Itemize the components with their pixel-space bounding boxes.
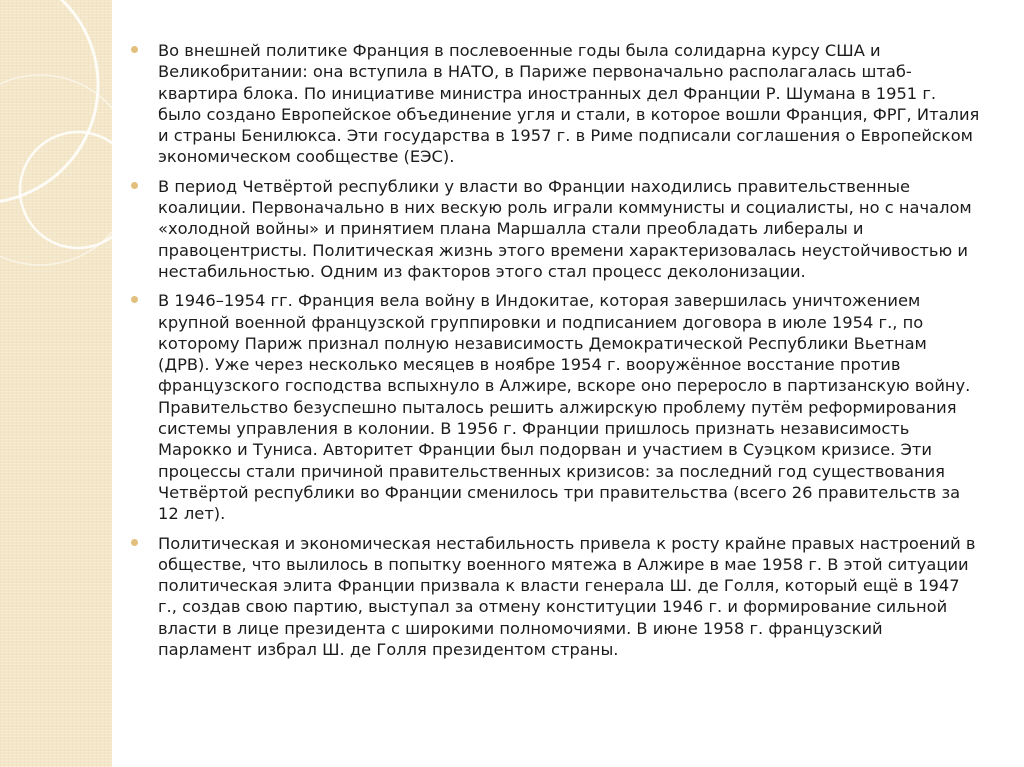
bullet-text: В 1946–1954 гг. Франция вела войну в Индокитае, которая завершилась уничтожением крупной военной французской группировки и подписанием договора в июле 1954 г., по которому Париж признал полную независимость Демократической Республики Вьетнам (ДРВ). Уже через несколько месяцев в ноябре 1954 г. вооружённое восстание против французского господства вспыхнуло в Алжире, вскоре оно переросло в партизанскую войну. Правительство безуспешно пыталось решить алжирскую проблему путём реформирования системы управления в колонии. В 1956 г. Франции пришлось признать независимость Марокко и Туниса. Авторитет Франции был подорван и участием в Суэцком кризисе. Эти процессы стали причиной правительственных кризисов: за последний год существования Четвёртой республики во Франции сменилось три правительства (всего 26 правительств за 12 лет). <box>158 291 971 524</box>
decorative-side-panel <box>0 0 112 767</box>
bullet-dot-icon <box>131 182 138 189</box>
bullet-dot-icon <box>131 296 138 303</box>
bullet-item-de-gaulle <box>120 533 980 661</box>
bullet-item-fourth-republic <box>120 176 980 282</box>
decorative-ring-large <box>0 0 98 203</box>
bullet-text: Во внешней политике Франция в послевоенные годы была солидарна курсу США и Великобритании: она вступила в НАТО, в Париже первоначально располагалась штаб-квартира блока. По инициативе министра иностранных дел Франции Р. Шумана в 1951 г. было создано Европейское объединение угля и стали, в которое вошли Франция, ФРГ, Италия и страны Бенилюкса. Эти государства в 1957 г. в Риме подписали соглашения о Европейском экономическом сообществе (ЕЭС). <box>158 41 980 167</box>
bullet-item-foreign-policy <box>120 40 980 168</box>
bullet-item-indochina-algeria <box>120 290 980 524</box>
bullet-text: В период Четвёртой республики у власти во Франции находились правительственные коалиции. Первоначально в них вескую роль играли коммунисты и социалисты, но с началом «холодной войны» и принятием плана Маршалла стали преобладать либералы и правоцентристы. Политическая жизнь этого времени характеризовалась неустойчивостью и нестабильностью. Одним из факторов этого стал процесс деколонизации. <box>158 176 972 281</box>
slide-content <box>120 40 980 668</box>
bullet-dot-icon <box>131 539 138 546</box>
bullet-dot-icon <box>131 46 138 53</box>
bullet-text: Политическая и экономическая нестабильность привела к росту крайне правых настроений в обществе, что вылилось в попытку военного мятежа в Алжире в мае 1958 г. В этой ситуации политическая элита Франции призвала к власти генерала Ш. де Голля, который ещё в 1947 г., создав свою партию, выступал за отмену конституции 1946 г. и формирование сильной власти в лице президента с широкими полномочиями. В июне 1958 г. французский парламент избрал Ш. де Голля президентом страны. <box>158 533 976 660</box>
decorative-rings <box>0 0 112 767</box>
bullet-list <box>120 40 980 660</box>
